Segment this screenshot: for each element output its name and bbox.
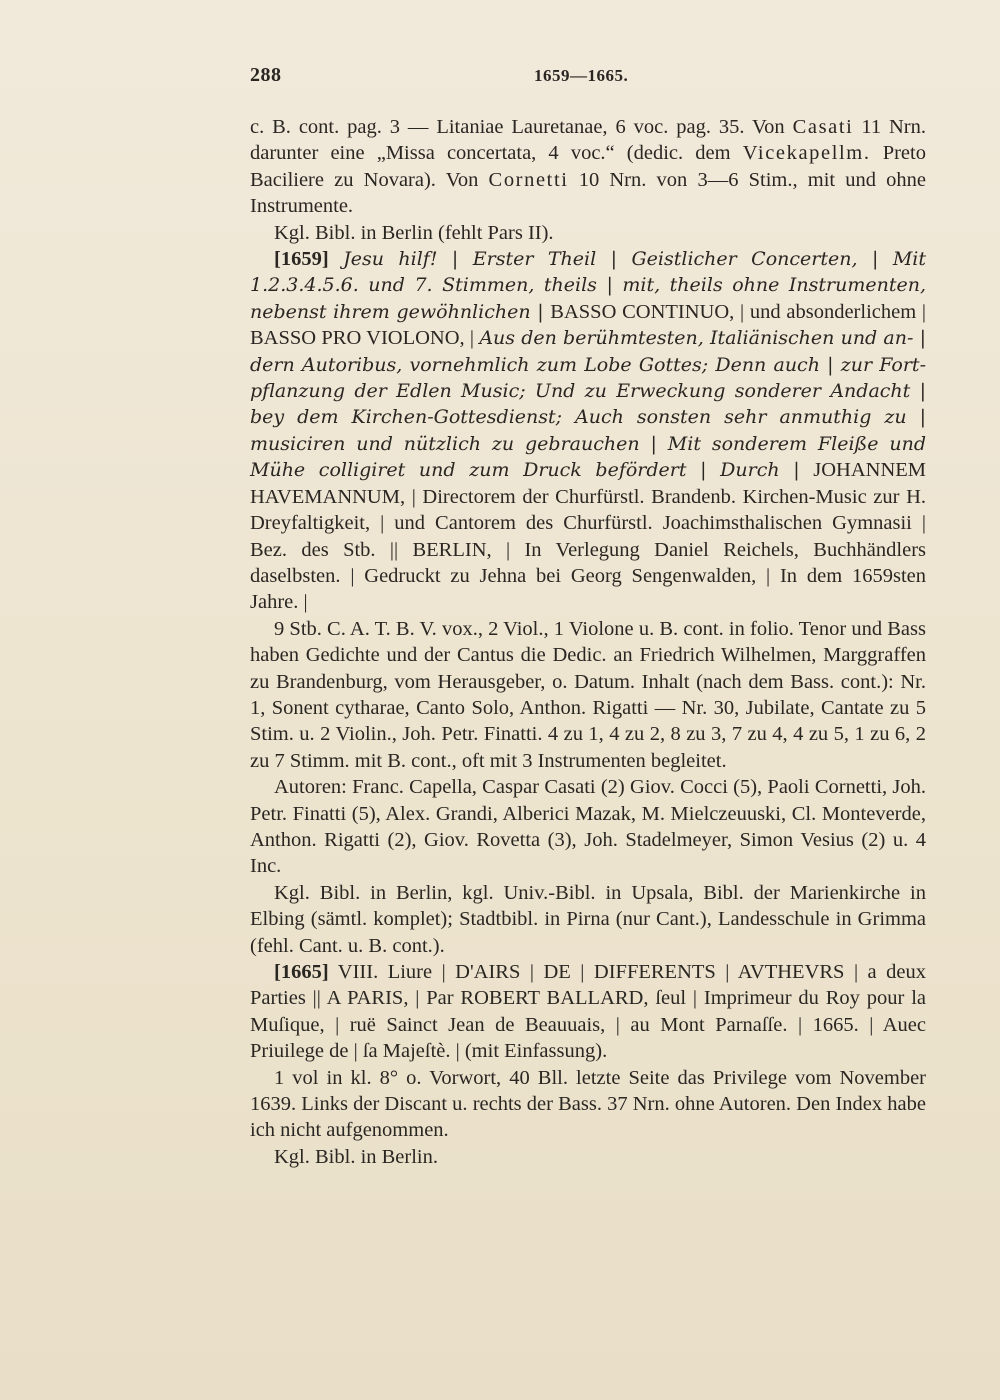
spaced-name: Casati [792,116,854,138]
description-paragraph: 1 vol in kl. 8° o. Vorwort, 40 Bll. letzte Seite das Privilege vom November 1639. Links der Discant u. rechts der Bass. 37 Nrn. ohne Autoren. Den Index habe ich nicht aufgenommen. [250,1066,926,1142]
title-transcription: VIII. Liure | D'AIRS | DE | DIFFERENTS | AVTHEVRS | a deux Parties || A PARIS, | Par ROBERT BALLARD, ſeul | Imprimeur du Roy pour la Muſique, | ruë Sainct Jean de Beauuais, | au Mont Parnaſſe. | 1665. | Auec Priuilege de | ſa Majeſtè. | (mit Einfassung). [250,961,926,1063]
page-number: 288 [250,64,282,86]
title-transcription: Aus den berühmtesten, Italiänischen und an- | dern Autoribus, vornehmlich zum Lobe Gottes; Denn auch | zur Fort- pflanzung der Edlen Music; Und zu Erweckung sonderer Andacht | bey dem Kirchen-Gottesdienst; Auch sonsten sehr anmuthig zu | musiciren und nützlich zu gebrauchen | Mit sonderem Fleiße und Mühe colligiret und zum Druck befördert | Durch | [250,327,926,482]
library-holdings: Kgl. Bibl. in Berlin. [274,1145,438,1168]
library-holdings: Kgl. Bibl. in Berlin, kgl. Univ.-Bibl. in Upsala, Bibl. der Marienkirche in Elbing (sämtl. komplet); Stadtbibl. in Pirna (nur Cant.), Landesschule in Grimma (fehl. Cant. u. B. cont.). [250,881,926,957]
text-run: c. B. cont. pag. 3 — Litaniae Lauretanae, 6 voc. pag. 35. Von [250,116,793,138]
title-transcription-latin: JOHANNEM HAVEMANNUM, | Directorem der Churfürstl. Brandenb. Kirchen-Music zur H. Dreyfaltigkeit, | und Cantorem des Churfürstl. Joachimsthalischen Gymnasii | Bez. des Stb. || BERLIN, | In Verlegung Daniel Reichels, Buchhändlers daselbsten. | Gedruckt zu Jehna bei Georg Sengenwalden, | In dem 1659sten Jahre. | [250,459,926,614]
body-text [250,114,926,1170]
library-holdings: Kgl. Bibl. in Berlin (fehlt Pars II). [274,221,554,244]
page-header [250,64,930,88]
entry-1659 [250,246,926,616]
running-head: 1659—1665. [534,66,629,85]
description-paragraph: 9 Stb. C. A. T. B. V. vox., 2 Viol., 1 Violone u. B. cont. in folio. Tenor und Bass haben Gedichte und der Cantus die Dedic. an Friedrich Wilhelmen, Marggraffen zu Brandenburg, vom Herausgeber, o. Datum. Inhalt (nach dem Bass. cont.): Nr. 1, Sonent cytharae, Canto Solo, Anthon. Rigatti — Nr. 30, Jubilate, Cantate zu 5 Stim. u. 2 Violin., Joh. Petr. Finatti. 4 zu 1, 4 zu 2, 8 zu 3, 7 zu 4, 4 zu 5, 1 zu 6, 2 zu 7 Stimm. mit B. cont., oft mit 3 Instrumenten begleitet. [250,617,926,772]
text-run: 10 Nrn. von 3—6 Stim., mit und ohne Instrumente. [250,168,926,218]
text-run: 11 Nrn. darunter eine „Missa concertata, 4 voc.“ (dedic. dem [250,116,926,165]
entry-year: [1659] [274,248,329,271]
entry-year: [1665] [274,961,329,983]
authors-paragraph: Autoren: Franc. Capella, Caspar Casati (2) Giov. Cocci (5), Paoli Cornetti, Joh. Petr. Finatti (5), Alex. Grandi, Alberici Mazak, M. Mielczeuuski, Cl. Monteverde, Anthon. Rigatti (2), Giov. Rovetta (3), Joh. Stadelmeyer, Simon Vesius (2) u. 4 Inc. [250,776,926,878]
spaced-name: Cornetti [488,168,569,191]
title-transcription-latin: BASSO CONTINUO, | und absonderlichem | BASSO PRO VIOLONO, | [250,300,927,350]
title-transcription: Jesu hilf! | Erster Theil | Geistlicher Concerten, | Mit 1.2.3.4.5.6. und 7. Stimmen, theils | mit, theils ohne Instrumenten, nebenst ihrem gewöhnlichen | [250,248,926,323]
paragraph-continuation [250,114,926,220]
text-run: Preto Baciliere zu Novara). Von [250,142,926,191]
spaced-name: Vicekapellm. [742,142,871,165]
entry-1665 [250,959,926,1065]
